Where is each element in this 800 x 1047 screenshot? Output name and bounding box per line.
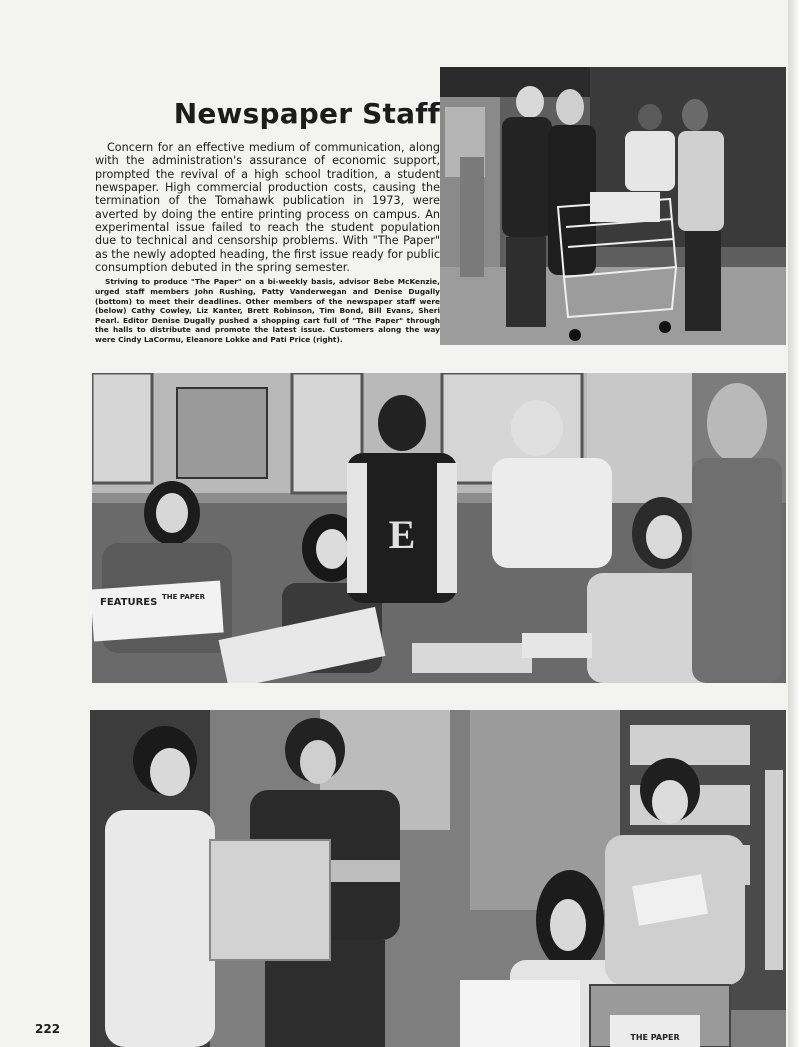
bleed-through-text: [30, 26, 450, 66]
body-paragraph: Concern for an effective medium of communication, along with the administration's assurance of economic support, prompted the revival of a high school tradition, a student newspaper. High commercial production costs, causing the termination of the Tomahawk publication in 1973, were averted by doing the entire printing process on campus. An experimental issue failed to reach the student population due to technical and censorship problems. With "The Paper" as the newly adopted heading, the first issue ready for public consumption debuted in the spring semester.: [95, 141, 440, 274]
photo-shopping-cart: [440, 67, 786, 345]
photo-caption: Striving to produce "The Paper" on a bi-weekly basis, advisor Bebe McKenzie, urged staff members John Rushing, Patty Vanderwegan and Denise Dugally (bottom) to meet their deadlines. Other members of the newspaper staff were (below) Cathy Cowley, Liz Kanter, Brett Robinson, Tim Bond, Bill Evans, Sheri Pearl. Editor Denise Dugally pushed a shopping cart full of "The Paper" through the halls to distribute and promote the latest issue. Customers along the way were Cindy LaCormu, Eleanore Lokke and Pati Price (right).: [95, 277, 440, 344]
page-edge: [788, 0, 800, 1047]
page-title: Newspaper Staff: [173, 96, 440, 130]
mid-paper-masthead: THE PAPER: [162, 593, 206, 601]
bot-paper-masthead: THE PAPER: [630, 1033, 680, 1042]
photo-staff-reading: [92, 373, 786, 683]
mid-paper-headline: FEATURES: [100, 597, 158, 608]
jacket-letter: E: [388, 512, 416, 557]
page-number: 222: [35, 1022, 61, 1036]
photo-advisor-and-staff: [90, 710, 786, 1047]
